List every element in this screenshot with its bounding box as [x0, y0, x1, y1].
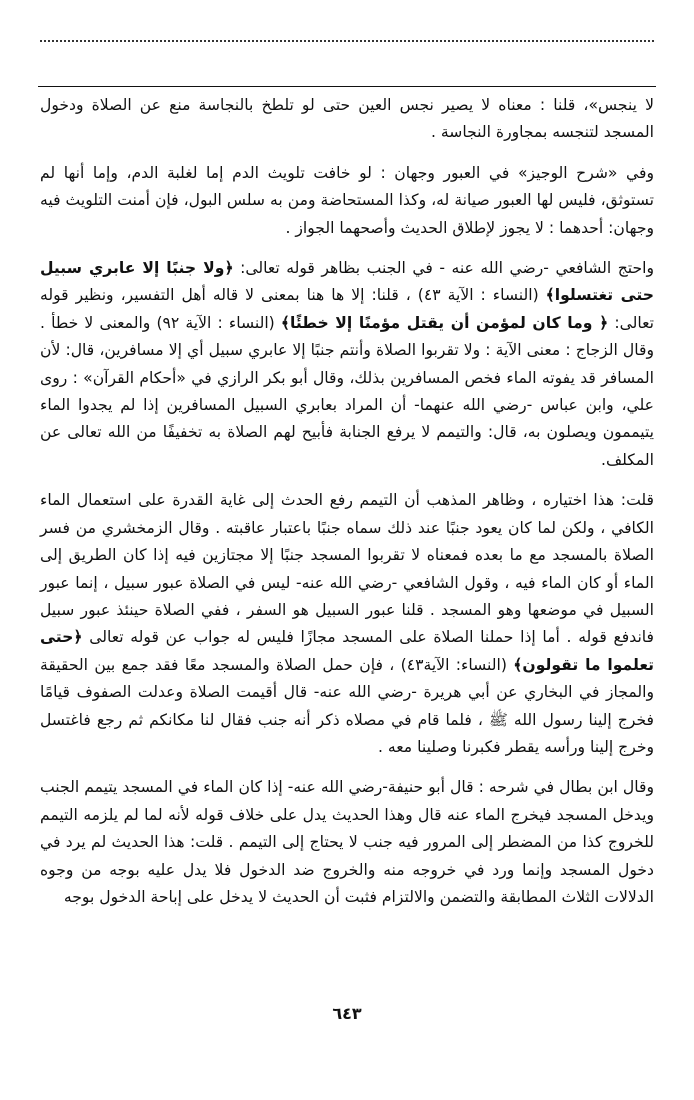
paragraph-2 [40, 160, 654, 242]
text-run: (النساء: الآية٤٣) ، فإن حمل الصلاة والمسجد معًا فقد جمع بين الحقيقة والمجاز في البخاري عن أبي هريرة -رضي الله عنه- قال أقيمت الصلاة وعدلت الصفوف قيامًا فخرج إلينا رسول الله ﷺ ، فلما قام في مصلاه ذكر أنه جنب فقال لنا مكانكم ثم رجع فاغتسل وخرج إلينا ورأسه يقطر فكبرنا وصلينا معه . [40, 655, 654, 756]
text-run: (النساء : الآية ٤٣) ، قلنا: إلا ها هنا بمعنى لا قاله أهل التفسير، ونظير قوله تعالى: [40, 286, 654, 332]
body-text [40, 92, 654, 911]
page-number: ٦٤٣ [332, 1004, 362, 1023]
quran-quote: ﴿ولا جنبًا إلا عابري سبيل حتى تغتسلوا﴾ [40, 259, 654, 305]
paragraph-3 [40, 255, 654, 474]
text-run: (النساء : الآية ٩٢) والمعنى لا خطأ . وقال الزجاج : معنى الآية : ولا تقربوا الصلاة وأنتم جنبًا إلا عابري سبيل أي إلا مسافرين، قال: لأن المسافر قد يفوته الماء فخص المسافرين بذلك، وقال أبو بكر الرازي في «أحكام القرآن» : روى علي، وابن عباس -رضي الله عنهما- أن المراد بعابري السبيل المسافرين إذا لم يجدوا الماء يتيممون ويصلون به، قال: والتيمم لا يرفع الجنابة فأبيح لهم الصلاة به تخفيفًا من الله تعالى عن المكلف. [40, 313, 654, 469]
text-run: واحتج الشافعي -رضي الله عنه - في الجنب بظاهر قوله تعالى: [233, 259, 654, 278]
paragraph-1 [40, 92, 654, 147]
header-rule [38, 86, 656, 87]
text-run: وقال ابن بطال في شرحه : قال أبو حنيفة-رضي الله عنه- إذا كان الماء في المسجد يتيمم الجنب ويدخل المسجد فيخرج الماء عنه قال وهذا الحديث يدل على خلاف قوله لأنه لما لم يلزمه التيمم للخروج كذا من المضطر إلى المرور فيه جنب لا يحتاج إلى التيمم . قلت: هذا الحديث لم يرد في دخول المسجد وإنما ورد في خروجه منه والخروج ضد الدخول فلا يدل عليه بوجه من وجوه الدلالات الثلاث المطابقة والتضمن والالتزام فثبت أن الحديث لا يدخل على إباحة الدخول بوجه [40, 778, 654, 906]
text-run: قلت: هذا اختياره ، وظاهر المذهب أن التيمم رفع الحدث إلى غاية القدرة على استعمال الماء الكافي ، ولكن لما كان يعود جنبًا عند ذلك سماه جنبًا باعتبار عاقبته . وقال الزمخشري من فسر الصلاة بالمسجد مع ما بعده فمعناه لا تقربوا المسجد جنبًا إلا مجتازين فيه إذا كان الطريق إلى الماء أو كان الماء فيه ، وقول الشافعي -رضي الله عنه- ليس في الصلاة عبور سبيل ، إنما عبور السبيل في موضعها وهو المسجد . قلنا عبور السبيل هو السفر ، ففي الصلاة حينئذ عبور سبيل فاندفع قوله . أما إذا حملنا الصلاة على المسجد مجازًا فليس له جواب عن قوله تعالى [40, 491, 654, 647]
paragraph-4 [40, 487, 654, 761]
dotted-separator [40, 40, 654, 42]
quran-quote: ﴿حتى تعلموا ما تقولون﴾ [40, 628, 655, 674]
paragraph-5 [40, 774, 654, 911]
text-run: وفي «شرح الوجيز» في العبور وجهان : لو خافت تلويث الدم إما لغلبة الدم، وإما أنها لم تستوثق، فليس لها العبور صيانة له، وكذا المستحاضة ومن به سلس البول، فإن أمنت التلويث فيه وجهان: أحدهما : لا يجوز لإطلاق الحديث وأصحهما الجواز . [40, 163, 654, 237]
text-run: لا ينجس»، قلنا : معناه لا يصير نجس العين حتى لو تلطخ بالنجاسة منع عن الصلاة ودخول المسجد لتنجسه بمجاورة النجاسة . [40, 96, 654, 142]
quran-quote: ﴿ وما كان لمؤمن أن يقتل مؤمنًا إلا خطئًا﴾ [280, 313, 609, 332]
